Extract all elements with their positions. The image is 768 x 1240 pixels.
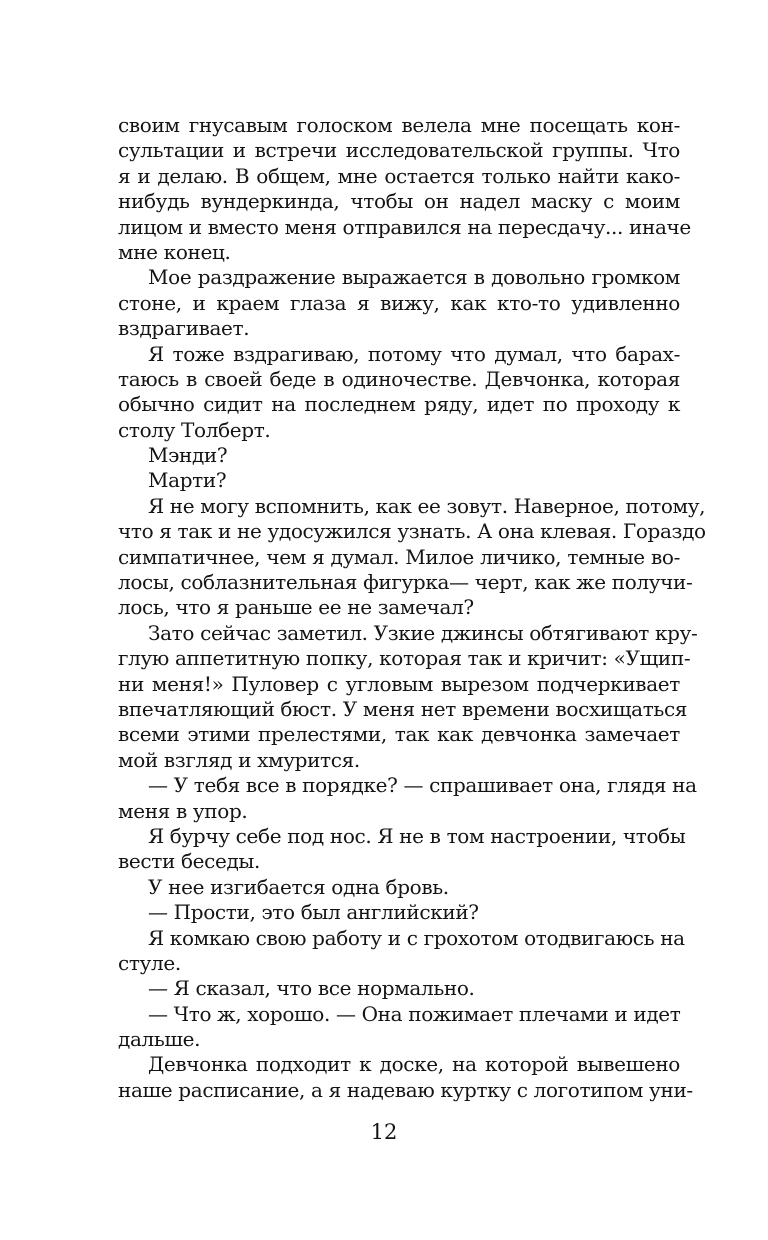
text-line: всеми этими прелестями, так как девчонка замечает: [118, 722, 680, 747]
text-line: Мэнди?: [148, 443, 228, 468]
text-line: обычно сидит на последнем ряду, идет по проходу к: [118, 392, 680, 417]
text-line: Мое раздражение выражается в довольно громком: [148, 265, 680, 290]
text-line: наше расписание, а я надеваю куртку с логотипом уни-: [118, 1077, 693, 1102]
text-line: стуле.: [118, 950, 181, 975]
text-line: столу Толберт.: [118, 417, 271, 442]
text-line: впечатляющий бюст. У меня нет времени восхищаться: [118, 696, 688, 721]
text-line: — У тебя все в порядке? — спрашивает она, глядя на: [148, 773, 697, 798]
text-line: Зато сейчас заметил. Узкие джинсы обтягивают кру-: [148, 620, 698, 645]
text-line: Я комкаю свою работу и с грохотом отодвигаюсь на: [148, 925, 685, 950]
text-line: вздрагивает.: [118, 316, 250, 341]
text-line: Я бурчу себе под нос. Я не в том настроении, чтобы: [148, 823, 686, 848]
text-line: У нее изгибается одна бровь.: [148, 874, 449, 899]
text-line: Я не могу вспомнить, как ее зовут. Наверное, потому,: [148, 493, 706, 518]
text-line: меня в упор.: [118, 798, 248, 823]
text-line: — Я сказал, что все нормально.: [148, 976, 475, 1001]
page-number: 12: [370, 1120, 398, 1144]
text-line: дальше.: [118, 1027, 201, 1052]
text-line: лось, что я раньше ее не замечал?: [118, 595, 474, 620]
text-line: — Прости, это был английский?: [148, 900, 479, 925]
text-line: своим гнусавым голоском велела мне посещать кон-: [118, 113, 680, 137]
text-line: Девчонка подходит к доске, на которой вывешено: [148, 1052, 680, 1077]
text-line: симпатичнее, чем я думал. Милое личико, темные во-: [118, 544, 680, 569]
text-line: нибудь вундеркинда, чтобы он надел маску с моим: [118, 189, 680, 214]
text-line: Марти?: [148, 468, 227, 493]
text-line: мой взгляд и хмурится.: [118, 747, 360, 772]
text-line: что я так и не удосужился узнать. А она клевая. Гораздо: [118, 519, 706, 544]
text-line: стоне, и краем глаза я вижу, как кто-то удивленно: [118, 290, 680, 315]
text-line: Я тоже вздрагиваю, потому что думал, что барах-: [148, 341, 680, 366]
text-line: я и делаю. В общем, мне остается только найти како-: [118, 163, 680, 188]
text-line: лосы, соблазнительная фигурка— черт, как же получи-: [118, 570, 693, 595]
text-line: лицом и вместо меня отправился на пересдачу... иначе: [118, 214, 691, 239]
text-line: сультации и встречи исследовательской группы. Что: [118, 138, 680, 163]
text-line: мне конец.: [118, 239, 231, 264]
page-body: [118, 113, 706, 1103]
text-line: ни меня!» Пуловер с угловым вырезом подчеркивает: [118, 671, 680, 696]
text-line: глую аппетитную попку, которая так и кричит: «Ущип-: [118, 646, 691, 671]
text-line: — Что ж, хорошо. — Она пожимает плечами и идет: [148, 1001, 681, 1026]
text-line: вести беседы.: [118, 849, 261, 874]
text-line: таюсь в своей беде в одиночестве. Девчонка, которая: [118, 366, 680, 391]
